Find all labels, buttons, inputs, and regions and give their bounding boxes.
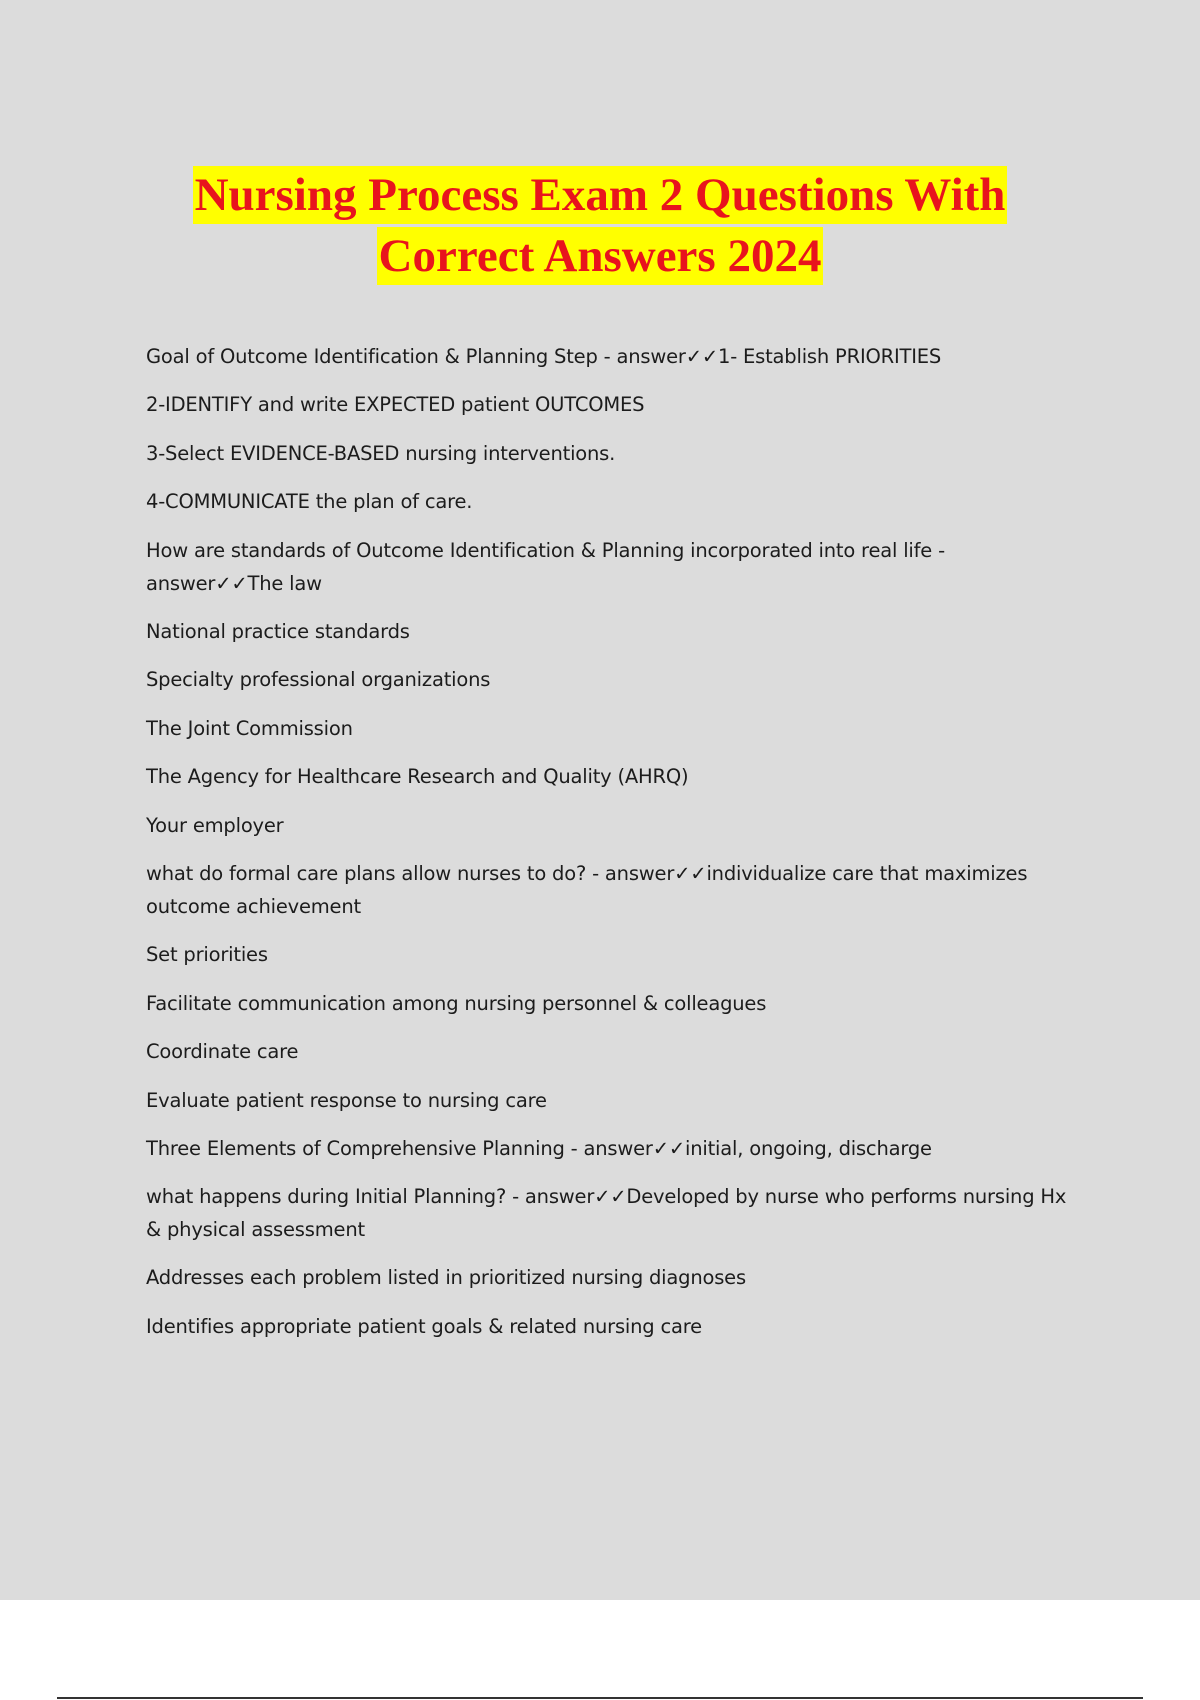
answer-paragraph: National practice standards bbox=[146, 619, 410, 643]
answer-paragraph: The Agency for Healthcare Research and Quality (AHRQ) bbox=[146, 765, 689, 788]
answer-paragraph: Set priorities bbox=[146, 943, 268, 966]
answer-paragraph: Facilitate communication among nursing personnel & colleagues bbox=[146, 991, 767, 1015]
question-paragraph: what happens during Initial Planning? - answer✓✓Developed by nurse who performs nursing Hx & physical assessment bbox=[146, 1185, 1067, 1241]
answer-paragraph: Your employer bbox=[146, 813, 284, 837]
answer-paragraph: Addresses each problem listed in prioritized nursing diagnoses bbox=[146, 1266, 746, 1289]
document-title bbox=[0, 166, 1200, 288]
answer-paragraph: Coordinate care bbox=[146, 1040, 299, 1063]
title-line-2: Correct Answers 2024 bbox=[377, 227, 824, 285]
question-paragraph: what do formal care plans allow nurses to do? - answer✓✓individualize care that maximizes outcome achievement bbox=[146, 862, 1028, 918]
question-paragraph: Goal of Outcome Identification & Planning Step - answer✓✓1- Establish PRIORITIES bbox=[146, 345, 942, 368]
answer-paragraph: The Joint Commission bbox=[146, 716, 353, 740]
answer-paragraph: 2-IDENTIFY and write EXPECTED patient OUTCOMES bbox=[146, 393, 645, 416]
document-body bbox=[146, 340, 1076, 1358]
answer-paragraph: 4-COMMUNICATE the plan of care. bbox=[146, 490, 473, 513]
answer-paragraph: Identifies appropriate patient goals & related nursing care bbox=[146, 1314, 702, 1338]
page-divider bbox=[57, 1697, 1143, 1699]
answer-paragraph: Evaluate patient response to nursing care bbox=[146, 1088, 547, 1112]
title-line-1: Nursing Process Exam 2 Questions With bbox=[193, 166, 1008, 224]
answer-paragraph: Specialty professional organizations bbox=[146, 668, 491, 691]
question-paragraph: How are standards of Outcome Identification & Planning incorporated into real life - answer✓✓The law bbox=[146, 538, 945, 595]
answer-paragraph: 3-Select EVIDENCE-BASED nursing interventions. bbox=[146, 441, 616, 465]
question-paragraph: Three Elements of Comprehensive Planning - answer✓✓initial, ongoing, discharge bbox=[146, 1137, 932, 1160]
